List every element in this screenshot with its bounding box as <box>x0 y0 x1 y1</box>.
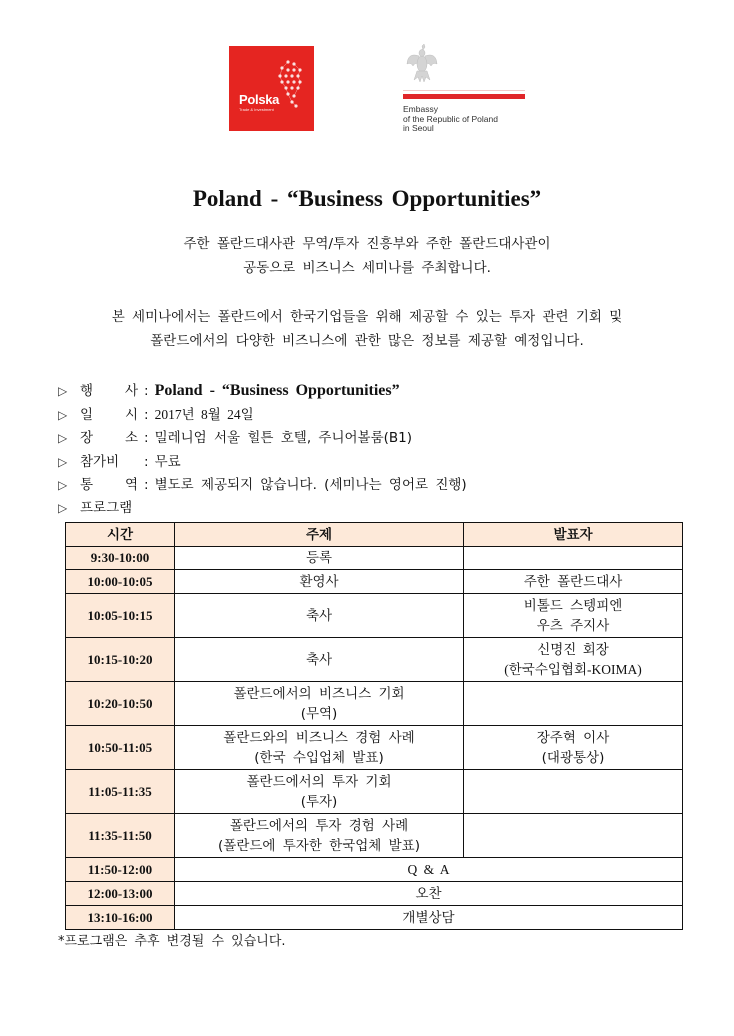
info-value: 별도로 제공되지 않습니다. (세미나는 영어로 진행) <box>154 476 467 493</box>
info-value: Poland - “Business Opportunities” <box>154 382 400 399</box>
info-value: 무료 <box>154 453 181 470</box>
topic-cell: 축사 <box>175 594 464 638</box>
triangle-bullet-icon: ▷ <box>58 477 68 492</box>
intro-line: 본 세미나에서는 폴란드에서 한국기업들을 위해 제공할 수 있는 투자 관련 기회 및 <box>111 309 623 325</box>
info-label: 장 소 <box>80 430 138 447</box>
polska-brand-text: Polska <box>239 92 280 107</box>
time-cell: 10:20-10:50 <box>66 682 175 726</box>
info-label: 일 시 <box>80 407 138 424</box>
info-colon: : <box>144 407 149 424</box>
polish-eagle-icon <box>405 42 439 84</box>
info-colon: : <box>144 476 149 493</box>
table-row-merged <box>66 882 683 906</box>
header-time: 시간 <box>66 523 175 547</box>
time-cell: 13:10-16:00 <box>66 906 175 930</box>
time-cell: 9:30-10:00 <box>66 547 175 570</box>
table-row <box>66 570 683 594</box>
info-colon: : <box>144 430 149 447</box>
triangle-bullet-icon: ▷ <box>58 454 68 469</box>
info-colon: : <box>144 453 149 470</box>
table-row-merged <box>66 858 683 882</box>
speaker-cell: 주한 폴란드대사 <box>464 570 683 594</box>
intro-line: 공동으로 비즈니스 세미나를 주최합니다. <box>243 260 491 276</box>
info-row-interpretation <box>58 474 467 497</box>
info-value: 2017년 8월 24일 <box>154 407 254 423</box>
flag-stripe-thin <box>403 90 525 91</box>
table-row <box>66 547 683 570</box>
intro-paragraph-2 <box>0 305 734 353</box>
speaker-cell: 비톨드 스텡피엔 우츠 주지사 <box>464 594 683 638</box>
speaker-cell <box>464 682 683 726</box>
time-cell: 10:15-10:20 <box>66 638 175 682</box>
info-row-program <box>58 497 467 520</box>
program-table <box>65 522 683 930</box>
topic-cell: 등록 <box>175 547 464 570</box>
page-title: Poland - “Business Opportunities” <box>192 186 542 211</box>
info-value: 밀레니엄 서울 힐튼 호텔, 주니어볼룸(B1) <box>154 430 413 447</box>
info-label: 참가비 <box>80 453 120 470</box>
embassy-logo <box>403 42 523 132</box>
triangle-bullet-icon: ▷ <box>58 384 68 398</box>
header-speaker: 발표자 <box>464 523 683 547</box>
topic-cell: 폴란드와의 비즈니스 경험 사례 (한국 수입업체 발표) <box>175 726 464 770</box>
topic-cell: 폴란드에서의 비즈니스 기회 (무역) <box>175 682 464 726</box>
speaker-cell: 신명진 회장 (한국수입협회-KOIMA) <box>464 638 683 682</box>
flag-stripe-red <box>403 94 525 99</box>
table-row-merged <box>66 906 683 930</box>
table-row <box>66 682 683 726</box>
info-label: 프로그램 <box>80 500 133 517</box>
table-row <box>66 814 683 858</box>
speaker-cell <box>464 547 683 570</box>
speaker-cell: 장주혁 이사 (대광통상) <box>464 726 683 770</box>
triangle-bullet-icon: ▷ <box>58 501 68 516</box>
intro-line: 폴란드에서의 다양한 비즈니스에 관한 많은 정보를 제공할 예정입니다. <box>150 333 584 349</box>
embassy-name: Embassy of the Republic of Poland in Seoul <box>403 104 498 133</box>
intro-paragraph-1 <box>0 232 734 280</box>
time-cell: 10:00-10:05 <box>66 570 175 594</box>
time-cell: 11:05-11:35 <box>66 770 175 814</box>
info-row-fee <box>58 451 467 474</box>
time-cell: 10:50-11:05 <box>66 726 175 770</box>
merged-content-cell: 개별상담 <box>175 906 683 930</box>
event-info-list <box>58 379 467 520</box>
polska-sub-text: Trade & Investment <box>239 107 274 112</box>
speaker-cell <box>464 770 683 814</box>
time-cell: 10:05-10:15 <box>66 594 175 638</box>
table-row <box>66 638 683 682</box>
time-cell: 11:35-11:50 <box>66 814 175 858</box>
topic-cell: 폴란드에서의 투자 경험 사례 (폴란드에 투자한 한국업체 발표) <box>175 814 464 858</box>
topic-cell: 환영사 <box>175 570 464 594</box>
info-row-venue <box>58 427 467 450</box>
polska-trade-investment-logo <box>229 46 314 131</box>
time-cell: 11:50-12:00 <box>66 858 175 882</box>
triangle-bullet-icon: ▷ <box>58 408 68 423</box>
triangle-bullet-icon: ▷ <box>58 431 68 446</box>
info-label: 통 역 <box>80 476 138 493</box>
topic-cell: 축사 <box>175 638 464 682</box>
map-dots-icon <box>274 58 310 118</box>
footnote: *프로그램은 추후 변경될 수 있습니다. <box>58 934 286 949</box>
speaker-cell <box>464 814 683 858</box>
info-row-date <box>58 403 467 427</box>
info-label: 행 사 <box>80 383 138 399</box>
info-colon: : <box>144 383 149 399</box>
merged-content-cell: Q & A <box>175 858 683 882</box>
header-topic: 주제 <box>175 523 464 547</box>
intro-line: 주한 폴란드대사관 무역/투자 진흥부와 주한 폴란드대사관이 <box>183 236 551 252</box>
table-row <box>66 726 683 770</box>
table-row <box>66 594 683 638</box>
table-row <box>66 770 683 814</box>
info-row-event <box>58 379 467 403</box>
merged-content-cell: 오찬 <box>175 882 683 906</box>
table-header-row <box>66 523 683 547</box>
time-cell: 12:00-13:00 <box>66 882 175 906</box>
topic-cell: 폴란드에서의 투자 기회 (투자) <box>175 770 464 814</box>
